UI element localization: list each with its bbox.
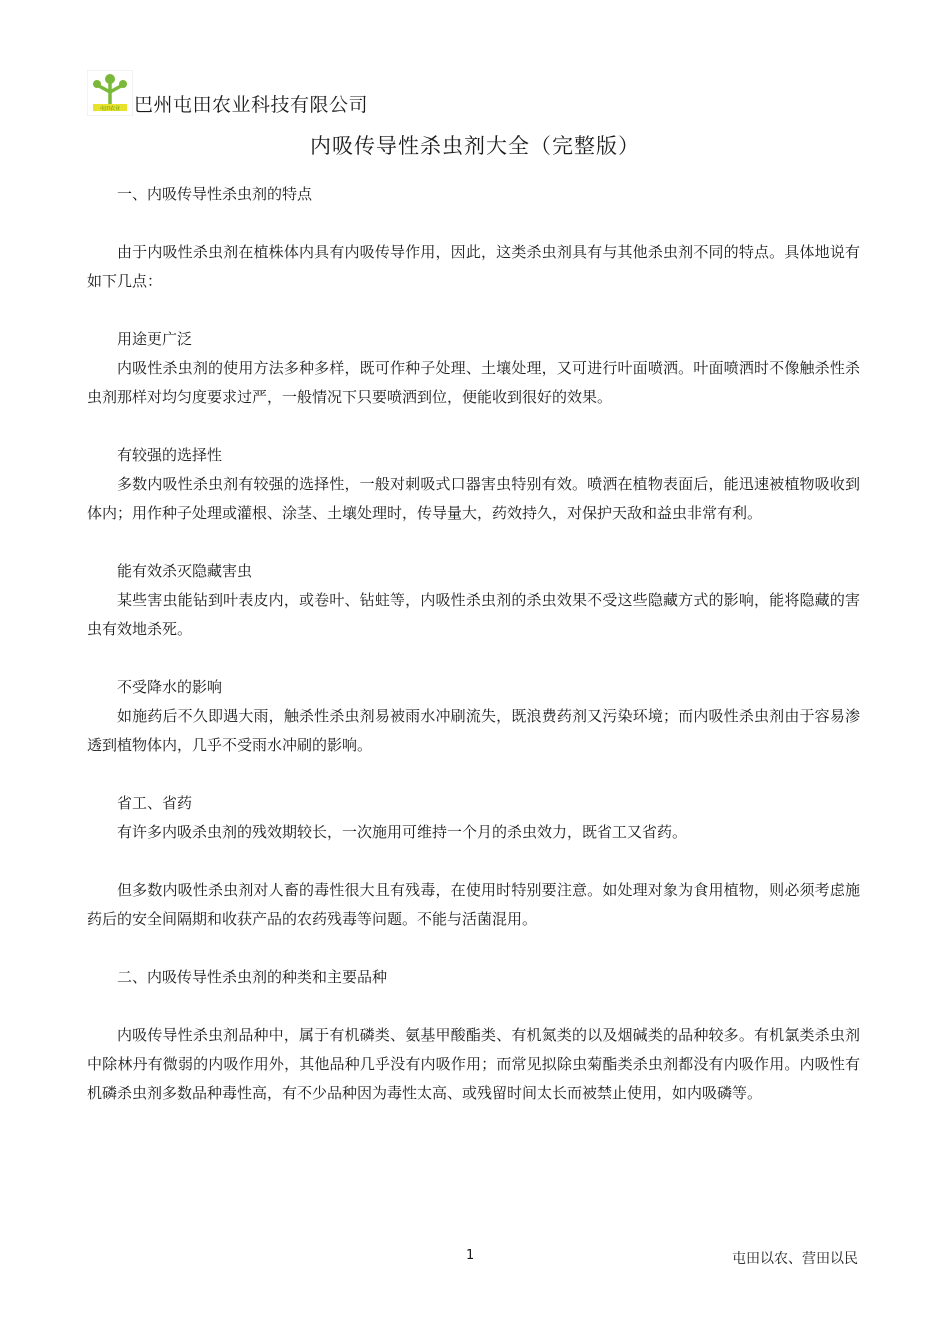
- point-heading: 不受降水的影响: [117, 678, 223, 696]
- document-title: 内吸传导性杀虫剂大全（完整版）: [310, 134, 640, 158]
- section-heading: 一、内吸传导性杀虫剂的特点: [117, 185, 313, 203]
- paragraph: 由于内吸性杀虫剂在植株体内具有内吸传导作用，因此，这类杀虫剂具有与其他杀虫剂不同的特点。具体地说有如下几点：: [87, 243, 860, 290]
- logo-text: 屯田农业: [99, 106, 121, 112]
- paragraph: 内吸性杀虫剂的使用方法多种多样，既可作种子处理、土壤处理，又可进行叶面喷洒。叶面喷洒时不像触杀性杀虫剂那样对均匀度要求过严，一般情况下只要喷洒到位，便能收到很好的效果。: [87, 359, 860, 406]
- company-logo: [87, 70, 133, 116]
- page-number: 1: [466, 1248, 475, 1263]
- point-heading: 有较强的选择性: [117, 446, 223, 464]
- point-heading: 用途更广泛: [117, 330, 193, 348]
- point-heading: 能有效杀灭隐藏害虫: [117, 562, 253, 580]
- document-body: [87, 180, 860, 1108]
- footer-slogan: 屯田以农、营田以民: [732, 1251, 858, 1267]
- paragraph: 如施药后不久即遇大雨，触杀性杀虫剂易被雨水冲刷流失，既浪费药剂又污染环境；而内吸性杀虫剂由于容易渗透到植物体内，几乎不受雨水冲刷的影响。: [87, 707, 860, 754]
- paragraph: 内吸传导性杀虫剂品种中，属于有机磷类、氨基甲酸酯类、有机氮类的以及烟碱类的品种较多。有机氯类杀虫剂中除林丹有微弱的内吸作用外，其他品种几乎没有内吸作用；而常见拟除虫菊酯类杀虫剂都没有内吸作用。内吸性有机磷杀虫剂多数品种毒性高，有不少品种因为毒性太高、或残留时间太长而被禁止使用，如内吸磷等。: [87, 1026, 860, 1102]
- section-heading: 二、内吸传导性杀虫剂的种类和主要品种: [117, 968, 388, 986]
- tree-logo-icon: [87, 70, 133, 116]
- paragraph: 但多数内吸性杀虫剂对人畜的毒性很大且有残毒，在使用时特别要注意。如处理对象为食用植物，则必须考虑施药后的安全间隔期和收获产品的农药残毒等问题。不能与活菌混用。: [87, 881, 860, 928]
- paragraph: 多数内吸性杀虫剂有较强的选择性，一般对刺吸式口器害虫特别有效。喷洒在植物表面后，能迅速被植物吸收到体内；用作种子处理或灌根、涂茎、土壤处理时，传导量大，药效持久，对保护天敌和益虫非常有利。: [87, 475, 860, 522]
- paragraph: 某些害虫能钻到叶表皮内，或卷叶、钻蛀等，内吸性杀虫剂的杀虫效果不受这些隐藏方式的影响，能将隐藏的害虫有效地杀死。: [87, 591, 860, 638]
- paragraph: 有许多内吸杀虫剂的残效期较长，一次施用可维持一个月的杀虫效力，既省工又省药。: [117, 823, 688, 841]
- company-name: 巴州屯田农业科技有限公司: [134, 94, 369, 116]
- point-heading: 省工、省药: [117, 794, 193, 812]
